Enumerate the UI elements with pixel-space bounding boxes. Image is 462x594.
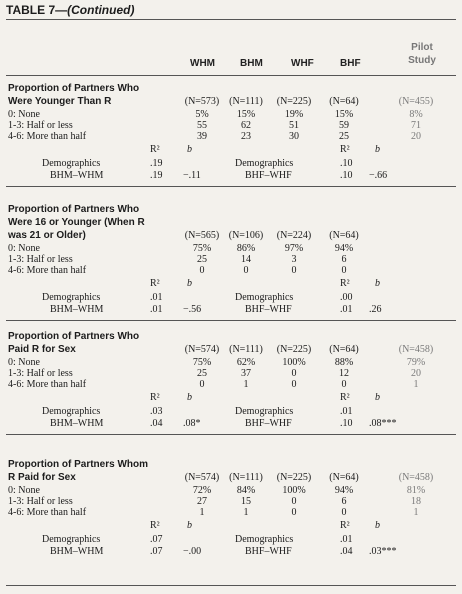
table-cell: 0 — [291, 496, 297, 507]
demographics-label: Demographics — [42, 158, 101, 169]
table-cell: 5% — [195, 109, 209, 120]
b-header: b — [187, 144, 192, 155]
n-cell: (N=111) — [229, 472, 263, 483]
n-cell: (N=573) — [184, 96, 220, 107]
demographics-label: Demographics — [235, 534, 294, 545]
table-cell: 88% — [334, 357, 354, 368]
table-cell: 25 — [339, 131, 349, 142]
table-cell: 12 — [339, 368, 349, 379]
demographics-label: Demographics — [235, 292, 294, 303]
table-cell: 18 — [411, 496, 421, 507]
row-label: 1-3: Half or less — [8, 254, 73, 265]
r2-value: .10 — [340, 418, 353, 429]
table-cell: 0 — [291, 507, 297, 518]
r2-value: .01 — [340, 534, 353, 545]
table-cell: 1 — [243, 507, 249, 518]
table-cell: 86% — [236, 243, 256, 254]
r2-value: .01 — [340, 406, 353, 417]
r2-header: R² — [340, 278, 350, 289]
row-label: 0: None — [8, 357, 40, 368]
b-header: b — [375, 144, 380, 155]
col-whf: WHF — [291, 58, 314, 69]
n-cell: (N=225) — [276, 344, 312, 355]
table-cell: 27 — [197, 496, 207, 507]
n-cell: (N=225) — [276, 472, 312, 483]
table-cell: 23 — [241, 131, 251, 142]
table-cell: 15 — [241, 496, 251, 507]
r2-value: .01 — [150, 304, 163, 315]
table-cell: 0 — [291, 368, 297, 379]
n-cell: (N=64) — [329, 344, 359, 355]
b-value: .08* — [183, 418, 201, 429]
row-label: 1-3: Half or less — [8, 368, 73, 379]
table-cell: 75% — [192, 243, 212, 254]
section-title: Proportion of Partners Who — [8, 204, 140, 215]
section-rule — [6, 320, 456, 321]
n-cell: (N=455) — [398, 96, 434, 107]
r2-value: .07 — [150, 534, 163, 545]
section-title: Proportion of Partners Whom — [8, 459, 148, 470]
table-cell: 1 — [413, 507, 419, 518]
table-cell: 0 — [199, 265, 205, 276]
table-cell: 75% — [192, 357, 212, 368]
table-cell: 0 — [199, 379, 205, 390]
b-value: −.00 — [183, 546, 202, 557]
section-title: Were 16 or Younger (When R — [8, 217, 145, 228]
n-cell: (N=458) — [398, 472, 434, 483]
r2-header: R² — [150, 144, 160, 155]
r2-header: R² — [340, 392, 350, 403]
b-header: b — [187, 392, 192, 403]
n-cell: (N=224) — [276, 230, 312, 241]
difference-label: BHM–WHM — [50, 418, 104, 429]
difference-label: BHF–WHF — [245, 170, 292, 181]
row-label: 4-6: More than half — [8, 379, 87, 390]
difference-label: BHF–WHF — [245, 546, 292, 557]
b-header: b — [375, 278, 380, 289]
row-label: 4-6: More than half — [8, 265, 87, 276]
n-cell: (N=111) — [229, 96, 263, 107]
col-bhm: BHM — [240, 58, 263, 69]
table-cell: 51 — [289, 120, 299, 131]
table-cell: 81% — [406, 485, 426, 496]
r2-value: .19 — [150, 170, 163, 181]
n-cell: (N=64) — [329, 230, 359, 241]
table-cell: 1 — [199, 507, 205, 518]
table-cell: 100% — [282, 357, 306, 368]
b-header: b — [187, 520, 192, 531]
table-cell: 25 — [197, 368, 207, 379]
b-header: b — [375, 520, 380, 531]
table-cell: 6 — [341, 254, 347, 265]
r2-header: R² — [150, 520, 160, 531]
table-cell: 15% — [236, 109, 256, 120]
table-cell: 0 — [341, 265, 347, 276]
table-cell: 100% — [282, 485, 306, 496]
section-rule — [6, 186, 456, 187]
row-label: 0: None — [8, 485, 40, 496]
section-title: Proportion of Partners Who — [8, 331, 140, 342]
r2-value: .04 — [150, 418, 163, 429]
n-cell: (N=458) — [398, 344, 434, 355]
row-label: 1-3: Half or less — [8, 120, 73, 131]
r2-value: .19 — [150, 158, 163, 169]
section-title: Were Younger Than R — [8, 96, 112, 107]
row-label: 1-3: Half or less — [8, 496, 73, 507]
section-title: was 21 or Older) — [8, 230, 86, 241]
difference-label: BHF–WHF — [245, 418, 292, 429]
table-cell: 30 — [289, 131, 299, 142]
table-cell: 59 — [339, 120, 349, 131]
r2-header: R² — [150, 278, 160, 289]
n-cell: (N=574) — [184, 344, 220, 355]
table-cell: 8% — [409, 109, 423, 120]
table-cell: 20 — [411, 368, 421, 379]
table-cell: 20 — [411, 131, 421, 142]
table-cell: 0 — [243, 265, 249, 276]
table-cell: 71 — [411, 120, 421, 131]
r2-header: R² — [340, 520, 350, 531]
r2-header: R² — [340, 144, 350, 155]
r2-value: .04 — [340, 546, 353, 557]
table-cell: 0 — [341, 379, 347, 390]
table-cell: 62 — [241, 120, 251, 131]
b-value: −.11 — [183, 170, 201, 181]
r2-value: .00 — [340, 292, 353, 303]
demographics-label: Demographics — [42, 292, 101, 303]
n-cell: (N=225) — [276, 96, 312, 107]
table-cell: 19% — [284, 109, 304, 120]
table-title: TABLE 7—(Continued) — [6, 3, 135, 17]
table-cell: 1 — [243, 379, 249, 390]
n-cell: (N=106) — [228, 230, 264, 241]
row-label: 0: None — [8, 243, 40, 254]
section-title: Paid R for Sex — [8, 344, 76, 355]
table-cell: 97% — [284, 243, 304, 254]
row-label: 4-6: More than half — [8, 131, 87, 142]
r2-value: .01 — [340, 304, 353, 315]
table-cell: 0 — [291, 265, 297, 276]
r2-value: .07 — [150, 546, 163, 557]
row-label: 4-6: More than half — [8, 507, 87, 518]
r2-value: .10 — [340, 158, 353, 169]
b-value: .08*** — [369, 418, 397, 429]
n-cell: (N=64) — [329, 96, 359, 107]
r2-value: .01 — [150, 292, 163, 303]
header-rule — [6, 75, 456, 76]
col-whm: WHM — [190, 58, 215, 69]
table-cell: 0 — [291, 379, 297, 390]
table-cell: 39 — [197, 131, 207, 142]
bottom-rule — [6, 585, 456, 586]
n-cell: (N=111) — [229, 344, 263, 355]
table-cell: 62% — [236, 357, 256, 368]
section-title: R Paid for Sex — [8, 472, 76, 483]
n-cell: (N=64) — [329, 472, 359, 483]
r2-header: R² — [150, 392, 160, 403]
table-cell: 3 — [291, 254, 297, 265]
title-rule — [6, 19, 456, 20]
r2-value: .10 — [340, 170, 353, 181]
table-cell: 6 — [341, 496, 347, 507]
b-value: .26 — [369, 304, 382, 315]
section-title: Proportion of Partners Who — [8, 83, 140, 94]
difference-label: BHF–WHF — [245, 304, 292, 315]
col-pilot: Pilot Study — [408, 42, 436, 66]
n-cell: (N=565) — [184, 230, 220, 241]
col-bhf: BHF — [340, 58, 361, 69]
b-value: −.56 — [183, 304, 202, 315]
table-cell: 37 — [241, 368, 251, 379]
demographics-label: Demographics — [42, 406, 101, 417]
table-cell: 72% — [192, 485, 212, 496]
section-rule — [6, 434, 456, 435]
b-value: −.66 — [369, 170, 388, 181]
table-cell: 55 — [197, 120, 207, 131]
table-cell: 94% — [334, 485, 354, 496]
r2-value: .03 — [150, 406, 163, 417]
n-cell: (N=574) — [184, 472, 220, 483]
demographics-label: Demographics — [42, 534, 101, 545]
table-cell: 84% — [236, 485, 256, 496]
b-header: b — [187, 278, 192, 289]
b-value: .03*** — [369, 546, 397, 557]
demographics-label: Demographics — [235, 406, 294, 417]
difference-label: BHM–WHM — [50, 170, 104, 181]
difference-label: BHM–WHM — [50, 546, 104, 557]
demographics-label: Demographics — [235, 158, 294, 169]
table-cell: 1 — [413, 379, 419, 390]
table-cell: 79% — [406, 357, 426, 368]
row-label: 0: None — [8, 109, 40, 120]
difference-label: BHM–WHM — [50, 304, 104, 315]
table-cell: 94% — [334, 243, 354, 254]
table-cell: 15% — [334, 109, 354, 120]
b-header: b — [375, 392, 380, 403]
table-cell: 14 — [241, 254, 251, 265]
table-cell: 0 — [341, 507, 347, 518]
table-cell: 25 — [197, 254, 207, 265]
